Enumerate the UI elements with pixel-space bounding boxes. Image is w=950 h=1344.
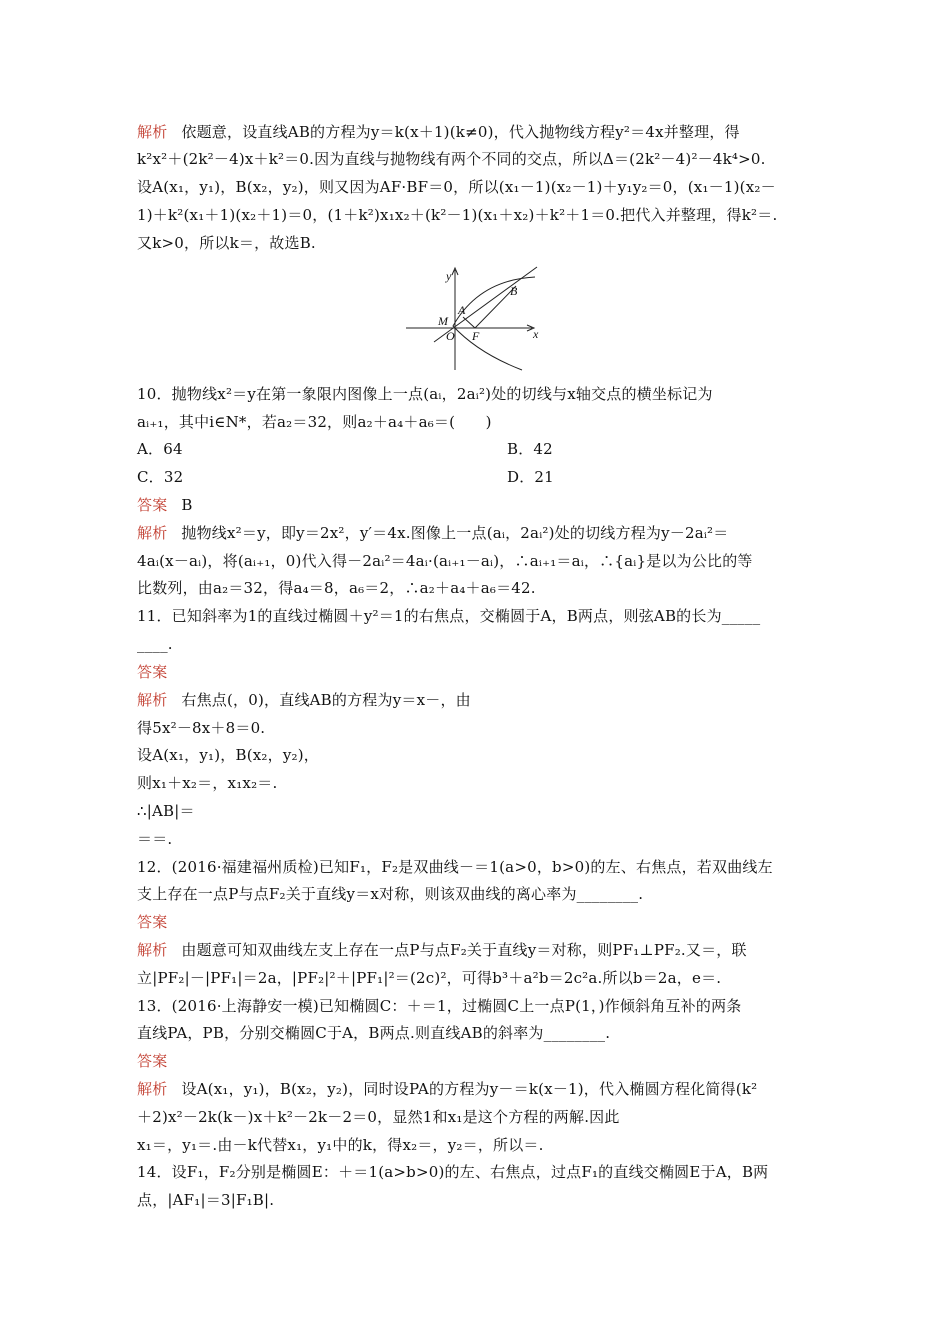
segment-fa [463,317,475,328]
q14-stem-line-1: 14．设F₁，F₂分别是椭圆E：＋＝1(a>b>0)的左、右焦点，过点F₁的直线交椭圆E于A，B两 [137,1163,769,1181]
q10-answer: B [181,496,193,514]
answer-label: 答案 [137,496,168,514]
q9-explanation-line-2: k²x²＋(2k²－4)x＋k²＝0.因为直线与抛物线有两个不同的交点，所以Δ＝(2k²－4)²－4k⁴>0. [137,150,766,168]
q10-explanation-line-1 [137,522,817,544]
q10-stem-line-1: 10．抛物线x²＝y在第一象限内图像上一点(aᵢ，2aᵢ²)处的切线与x轴交点的横坐标记为 [137,385,713,403]
q13-explanation-text: 设A(x₁，y₁)，B(x₂，y₂)，同时设PA的方程为y－＝k(x－1)，代入椭圆方程化简得(k² [181,1080,758,1098]
point-m-label: M [438,314,448,328]
q10-explanation-text: 抛物线x²＝y，即y＝2x²，y′＝4x.图像上一点(aᵢ，2aᵢ²)处的切线方程为y－2aᵢ²＝ [181,524,729,542]
explanation-label: 解析 [137,123,168,141]
q14-stem-line-2: 点，|AF₁|＝3|F₁B|. [137,1191,275,1209]
q12-explanation-line-1 [137,939,817,961]
q11-stem-line-2: ____. [137,635,173,653]
q10-answer-line [137,494,817,516]
answer-label: 答案 [137,913,168,931]
q10-option-c: C．32 [137,468,184,486]
q9-explanation-text: 依题意，设直线AB的方程为y＝k(x＋1)(k≠0)，代入抛物线方程y²＝4x并整理，得 [181,123,740,141]
parabola-curve [453,277,535,370]
q12-stem-line-2: 支上存在一点P与点F₂关于直线y＝x对称，则该双曲线的离心率为________. [137,885,644,903]
explanation-label: 解析 [137,524,168,542]
q9-explanation-line-1 [137,121,817,143]
q13-stem-line-2: 直线PA，PB，分别交椭圆C于A，B两点.则直线AB的斜率为________. [137,1024,611,1042]
q13-stem-line-1: 13．(2016·上海静安一模)已知椭圆C：＋＝1，过椭圆C上一点P(1，)作倾斜角互补的两条 [137,997,742,1015]
point-f-label: F [472,329,480,343]
y-axis-label: y [446,269,452,283]
q11-explanation-line-6: ＝＝. [137,830,173,848]
q12-answer-line [137,911,817,933]
x-axis-label: x [533,327,539,341]
q10-explanation-line-3: 比数列，由a₂＝32，得a₄＝8，a₆＝2，∴a₂＋a₄＋a₆＝42. [137,579,536,597]
q11-explanation-line-1 [137,689,817,711]
explanation-label: 解析 [137,1080,168,1098]
q13-explanation-line-3: x₁＝，y₁＝.由－k代替x₁，y₁中的k，得x₂＝，y₂＝，所以＝. [137,1136,544,1154]
q10-explanation-line-2: 4aᵢ(x－aᵢ)，将(aᵢ₊₁，0)代入得－2aᵢ²＝4aᵢ·(aᵢ₊₁－aᵢ)，∴aᵢ₊₁＝aᵢ，∴{aᵢ}是以为公比的等 [137,552,753,570]
q10-option-b: B．42 [507,440,553,458]
q11-explanation-line-2: 得5x²－8x＋8＝0. [137,719,266,737]
q11-explanation-line-4: 则x₁＋x₂＝，x₁x₂＝. [137,774,278,792]
q11-stem-line-1: 11．已知斜率为1的直线过椭圆＋y²＝1的右焦点，交椭圆于A，B两点，则弦AB的长为_____ [137,607,761,625]
q13-explanation-line-1 [137,1078,817,1100]
q11-answer-line [137,661,817,683]
q10-stem-line-2: aᵢ₊₁，其中i∈N*，若a₂＝32，则a₂＋a₄＋a₆＝( ) [137,413,492,431]
answer-label: 答案 [137,1052,168,1070]
answer-label: 答案 [137,663,168,681]
q12-stem-line-1: 12．(2016·福建福州质检)已知F₁，F₂是双曲线－＝1(a>0，b>0)的左、右焦点，若双曲线左 [137,858,773,876]
q13-answer-line [137,1050,817,1072]
q9-explanation-line-5: 又k>0，所以k＝，故选B. [137,234,316,252]
q11-explanation-line-3: 设A(x₁，y₁)，B(x₂，y₂)， [137,746,319,764]
q9-explanation-line-4: 1)＋k²(x₁＋1)(x₂＋1)＝0，(1＋k²)x₁x₂＋(k²－1)(x₁＋x₂)＋k²＋1＝0.把代入并整理，得k²＝. [137,206,778,224]
point-b-label: B [510,284,518,298]
q10-option-d: D．21 [507,468,554,486]
q11-explanation-line-5: ∴|AB|＝ [137,802,195,820]
q12-explanation-text: 由题意可知双曲线左支上存在一点P与点F₂关于直线y＝对称，则PF₁⊥PF₂.又＝，联 [181,941,747,959]
explanation-label: 解析 [137,941,168,959]
point-o-label: O [446,329,455,343]
parabola-figure [404,262,550,374]
q9-explanation-line-3: 设A(x₁，y₁)，B(x₂，y₂)，则又因为AF·BF＝0，所以(x₁－1)(x₂－1)＋y₁y₂＝0，(x₁－1)(x₂－ [137,178,776,196]
q12-explanation-line-2: 立|PF₂|－|PF₁|＝2a，|PF₂|²＋|PF₁|²＝(2c)²，可得b³＋a²b＝2c²a.所以b＝2a，e＝. [137,969,722,987]
explanation-label: 解析 [137,691,168,709]
q13-explanation-line-2: ＋2)x²－2k(k－)x＋k²－2k－2＝0，显然1和x₁是这个方程的两解.因此 [137,1108,620,1126]
point-a-label: A [458,303,466,317]
q10-option-a: A．64 [137,440,183,458]
q11-explanation-text: 右焦点(，0)，直线AB的方程为y＝x－，由 [181,691,471,709]
